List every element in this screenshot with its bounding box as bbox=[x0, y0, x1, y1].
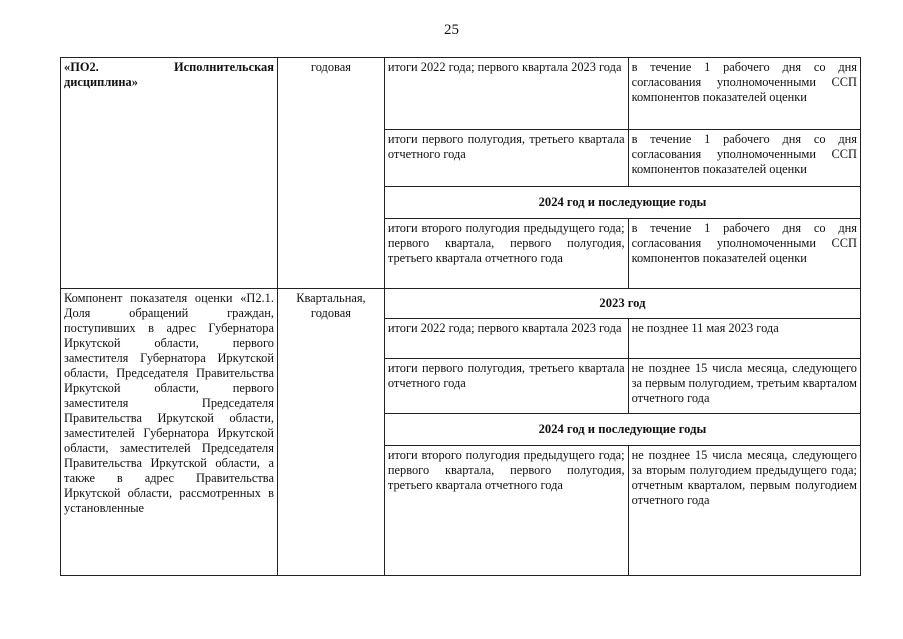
submission-deadline: не позднее 11 мая 2023 года bbox=[628, 319, 860, 359]
submission-deadline: в течение 1 рабочего дня со дня согласования уполномоченными ССП компонентов показателей оценки bbox=[628, 130, 860, 187]
periodicity: годовая bbox=[277, 58, 384, 289]
section-header: 2024 год и последующие годы bbox=[384, 187, 860, 219]
reporting-period: итоги второго полугодия предыдущего года; первого квартала, первого полугодия, третьего квартала отчетного года bbox=[384, 446, 628, 576]
submission-deadline: в течение 1 рабочего дня со дня согласования уполномоченными ССП компонентов показателей оценки bbox=[628, 58, 860, 130]
section-header-row bbox=[61, 289, 861, 319]
reporting-period: итоги 2022 года; первого квартала 2023 года bbox=[384, 319, 628, 359]
section-header: 2024 год и последующие годы bbox=[384, 414, 860, 446]
reporting-period: итоги 2022 года; первого квартала 2023 года bbox=[384, 58, 628, 130]
submission-deadline: не позднее 15 числа месяца, следующего за первым полугодием, третьим кварталом отчетного года bbox=[628, 359, 860, 414]
reporting-period: итоги первого полугодия, третьего квартала отчетного года bbox=[384, 359, 628, 414]
reporting-period: итоги второго полугодия предыдущего года; первого квартала, первого полугодия, третьего квартала отчетного года bbox=[384, 219, 628, 289]
reporting-schedule-table bbox=[60, 57, 861, 576]
submission-deadline: в течение 1 рабочего дня со дня согласования уполномоченными ССП компонентов показателей оценки bbox=[628, 219, 860, 289]
periodicity: Квартальная, годовая bbox=[277, 289, 384, 576]
submission-deadline: не позднее 15 числа месяца, следующего за вторым полугодием предыдущего года; отчетным кварталом, первым полугодием отчетного года bbox=[628, 446, 860, 576]
section-header: 2023 год bbox=[384, 289, 860, 319]
indicator-name: Компонент показателя оценки «П2.1. Доля обращений граждан, поступивших в адрес Губернатора Иркутской области, первого заместителя Губернатора Иркутской области, Председателя Правительства Иркутской области, первого заместителя Председателя Правительства Иркутской области, заместителей Губернатора Иркутской области, заместителей Председателя Правительства Иркутской области, а также в адрес Правительства Иркутской области, рассмотренных в установленные bbox=[61, 289, 278, 576]
table-row bbox=[61, 58, 861, 130]
indicator-name: «ПО2. Исполнительская дисциплина» bbox=[61, 58, 278, 289]
reporting-period: итоги первого полугодия, третьего квартала отчетного года bbox=[384, 130, 628, 187]
page-number: 25 bbox=[444, 22, 459, 38]
